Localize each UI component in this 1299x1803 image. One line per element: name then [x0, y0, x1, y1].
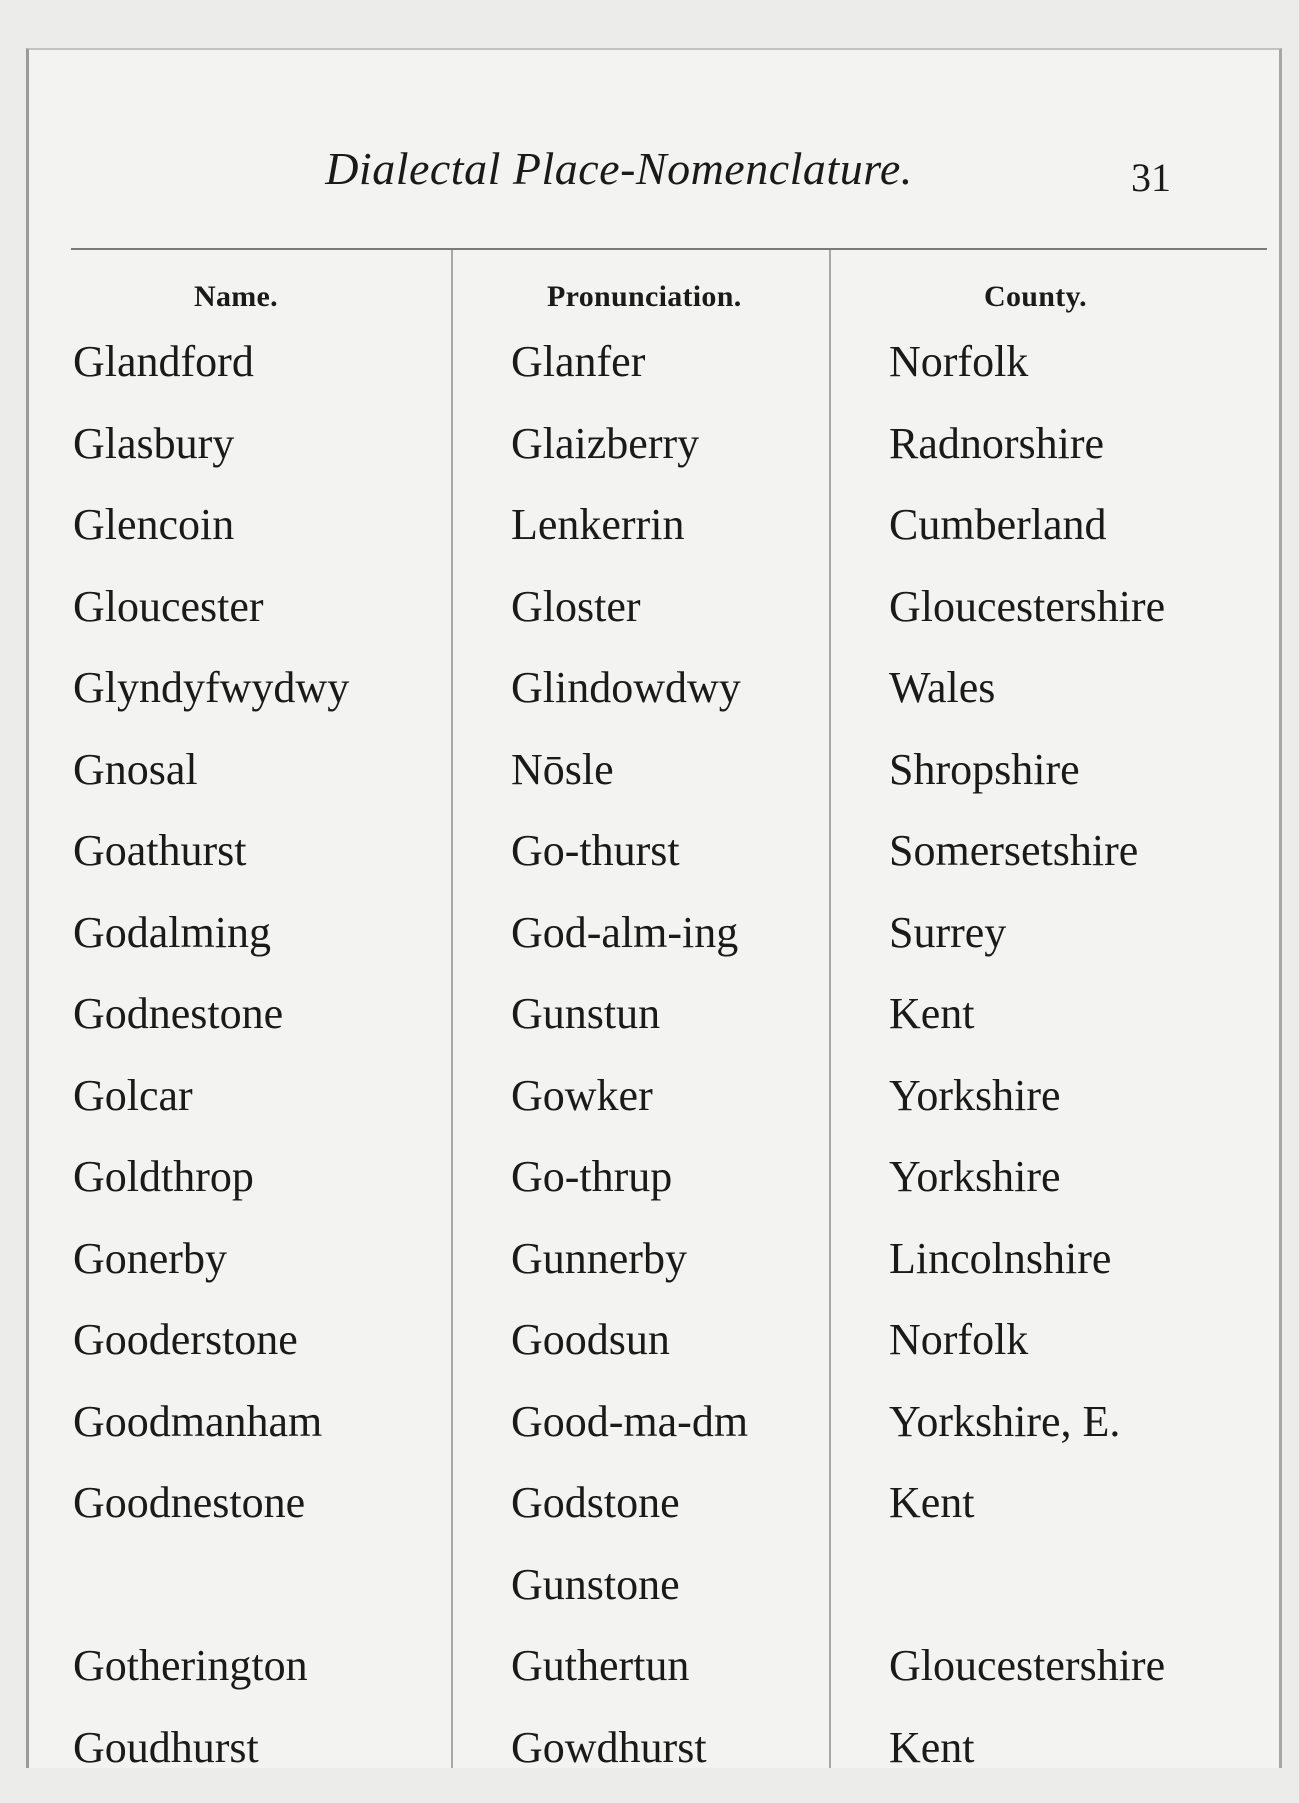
- pronunciation-cell: Gowker: [511, 1070, 653, 1121]
- county-cell: Yorkshire: [889, 1151, 1061, 1202]
- place-name-cell: Gloucester: [73, 581, 264, 632]
- county-cell: Norfolk: [889, 1314, 1028, 1365]
- pronunciation-cell: Glaizberry: [511, 418, 699, 469]
- county-cell: Gloucestershire: [889, 1640, 1165, 1691]
- place-name-cell: Glencoin: [73, 499, 234, 550]
- pronunciation-cell: Glindowdwy: [511, 662, 741, 713]
- place-name-cell: Goodnestone: [73, 1477, 305, 1528]
- county-cell: Lincolnshire: [889, 1233, 1111, 1284]
- page-number: 31: [1131, 154, 1171, 201]
- header-rule: [71, 248, 1267, 250]
- county-cell: Radnorshire: [889, 418, 1104, 469]
- county-cell: Cumberland: [889, 499, 1107, 550]
- county-cell: Norfolk: [889, 336, 1028, 387]
- table-row: [29, 1722, 1279, 1803]
- place-name-cell: Gotherington: [73, 1640, 308, 1691]
- table-row: [29, 499, 1279, 581]
- county-cell: Kent: [889, 988, 975, 1039]
- place-name-cell: Glandford: [73, 336, 254, 387]
- pronunciation-cell: Good-ma-dm: [511, 1396, 748, 1447]
- place-name-cell: Goldthrop: [73, 1151, 254, 1202]
- pronunciation-cell: Goodsun: [511, 1314, 670, 1365]
- table-row: [29, 418, 1279, 500]
- pronunciation-cell: Glanfer: [511, 336, 645, 387]
- county-cell: Yorkshire, E.: [889, 1396, 1120, 1447]
- pronunciation-cell: Guthertun: [511, 1640, 689, 1691]
- table-row: [29, 744, 1279, 826]
- table-row: [29, 825, 1279, 907]
- place-name-cell: Godalming: [73, 907, 271, 958]
- county-cell: Shropshire: [889, 744, 1080, 795]
- book-page: [26, 48, 1282, 1768]
- column-header-name: Name.: [194, 280, 278, 314]
- place-name-cell: Golcar: [73, 1070, 193, 1121]
- pronunciation-cell: Gunstun: [511, 988, 660, 1039]
- place-name-cell: Goathurst: [73, 825, 247, 876]
- table-row: [29, 1396, 1279, 1478]
- table-row: [29, 662, 1279, 744]
- table-row: [29, 1477, 1279, 1559]
- pronunciation-cell: Gloster: [511, 581, 641, 632]
- table-row: [29, 336, 1279, 418]
- county-cell: Wales: [889, 662, 995, 713]
- table-row: [29, 1640, 1279, 1722]
- table-row: [29, 1559, 1279, 1641]
- table-row: [29, 1314, 1279, 1396]
- county-cell: Somersetshire: [889, 825, 1138, 876]
- place-name-cell: Glasbury: [73, 418, 234, 469]
- table-row: [29, 907, 1279, 989]
- place-name-cell: Godnestone: [73, 988, 283, 1039]
- column-header-county: County.: [984, 280, 1087, 314]
- place-name-cell: Goodmanham: [73, 1396, 322, 1447]
- county-cell: Surrey: [889, 907, 1006, 958]
- place-name-table: [29, 336, 1279, 1803]
- pronunciation-cell: Go-thurst: [511, 825, 680, 876]
- pronunciation-cell: Gunstone: [511, 1559, 680, 1610]
- place-name-cell: Gooderstone: [73, 1314, 298, 1365]
- place-name-cell: Gonerby: [73, 1233, 227, 1284]
- table-row: [29, 1233, 1279, 1315]
- column-header-pronunciation: Pronunciation.: [547, 280, 742, 314]
- place-name-cell: Glyndyfwydwy: [73, 662, 349, 713]
- table-row: [29, 1070, 1279, 1152]
- pronunciation-cell: Go-thrup: [511, 1151, 672, 1202]
- county-cell: Gloucestershire: [889, 581, 1165, 632]
- county-cell: Yorkshire: [889, 1070, 1061, 1121]
- table-row: [29, 581, 1279, 663]
- pronunciation-cell: Lenkerrin: [511, 499, 684, 550]
- pronunciation-cell: Nōsle: [511, 744, 614, 795]
- county-cell: Kent: [889, 1477, 975, 1528]
- running-title: Dialectal Place-Nomenclature.: [0, 142, 1279, 195]
- county-cell: Kent: [889, 1722, 975, 1773]
- table-row: [29, 988, 1279, 1070]
- pronunciation-cell: Gowdhurst: [511, 1722, 707, 1773]
- pronunciation-cell: Gunnerby: [511, 1233, 687, 1284]
- table-row: [29, 1151, 1279, 1233]
- pronunciation-cell: God-alm-ing: [511, 907, 738, 958]
- pronunciation-cell: Godstone: [511, 1477, 680, 1528]
- place-name-cell: Gnosal: [73, 744, 198, 795]
- place-name-cell: Goudhurst: [73, 1722, 259, 1773]
